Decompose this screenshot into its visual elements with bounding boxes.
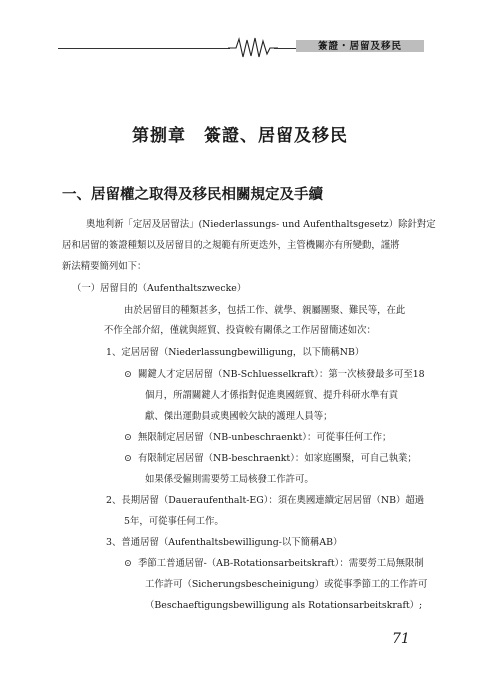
bullet-circle-icon: ⊙ [124,369,132,380]
bullet-line: 獻、傑出運動員或奧國較欠缺的護理人員等； [145,411,333,422]
subsection-text: 由於居留目的種類甚多，包括工作、就學、親屬團聚、難民等，在此 [124,305,406,316]
intro-line: 居和居留的簽證種類以及居留目的之規範有所更迭外，主管機關亦有所變動，謹將 [62,240,400,251]
bullet-circle-icon: ⊙ [124,432,132,443]
running-header: 簽證・居留及移民 [318,41,403,52]
list-item-heading: 3、普通居留（Aufenthaltsbewilligung-以下簡稱AB） [106,537,343,548]
bullet-circle-icon: ⊙ [124,558,132,569]
bullet-line: 如果係受僱則需要勞工局核發工作許可。 [145,474,314,485]
subsection-text: 不作全部介紹，僅就與經貿、投資較有關係之工作居留簡述如次： [104,325,376,336]
chapter-title: 第捌章 簽證、居留及移民 [132,126,348,146]
bullet-line: （Beschaeftigungsbewilligung als Rotationsarbeitskraft）; [145,600,423,611]
bullet-text: 有限制定居居留（NB-beschraenkt）：如家庭團聚，可自己執業； [138,453,417,464]
bullet-line: 工作許可（Sicherungsbescheinigung）或從事季節工的工作許可 [145,579,428,590]
bullet-circle-icon: ⊙ [124,453,132,464]
bullet-line: 個月，所謂關鍵人才係指對促進奧國經貿、提升科研水準有貢 [145,390,399,401]
intro-line: 新法精要簡列如下： [62,261,147,272]
bullet-line [124,368,425,382]
bullet-line [124,452,417,466]
subsection-heading: （一）居留目的（Aufenthaltszwecke） [72,283,247,294]
header-heartbeat-ornament [228,36,278,60]
bullet-line [124,557,424,571]
list-item-text: 5年，可從事任何工作。 [124,516,224,527]
bullet-text: 季節工普通居留-（AB-Rotationsarbeitskraft）：需要勞工局無限制 [138,558,424,569]
list-item-heading: 1、定居居留（Niederlassungbewilligung，以下簡稱NB） [106,347,365,358]
page-number: 71 [392,631,410,647]
header-rule-left [58,48,230,49]
intro-line: 奧地利新「定居及居留法」(Niederlassungs- und Aufenthaltsgesetz）除針對定 [86,219,436,230]
bullet-text: 關鍵人才定居居留（NB-Schluesselkraft）：第一次核發最多可至18 [138,369,425,380]
bullet-line [124,431,391,445]
section-heading: 一、居留權之取得及移民相關規定及手續 [62,186,323,203]
bullet-text: 無限制定居居留（NB-unbeschraenkt）：可從事任何工作； [138,432,392,443]
list-item-heading: 2、長期居留（Daueraufenthalt-EG）：須在奧國連續定居居留（NB）超過 [106,495,425,506]
